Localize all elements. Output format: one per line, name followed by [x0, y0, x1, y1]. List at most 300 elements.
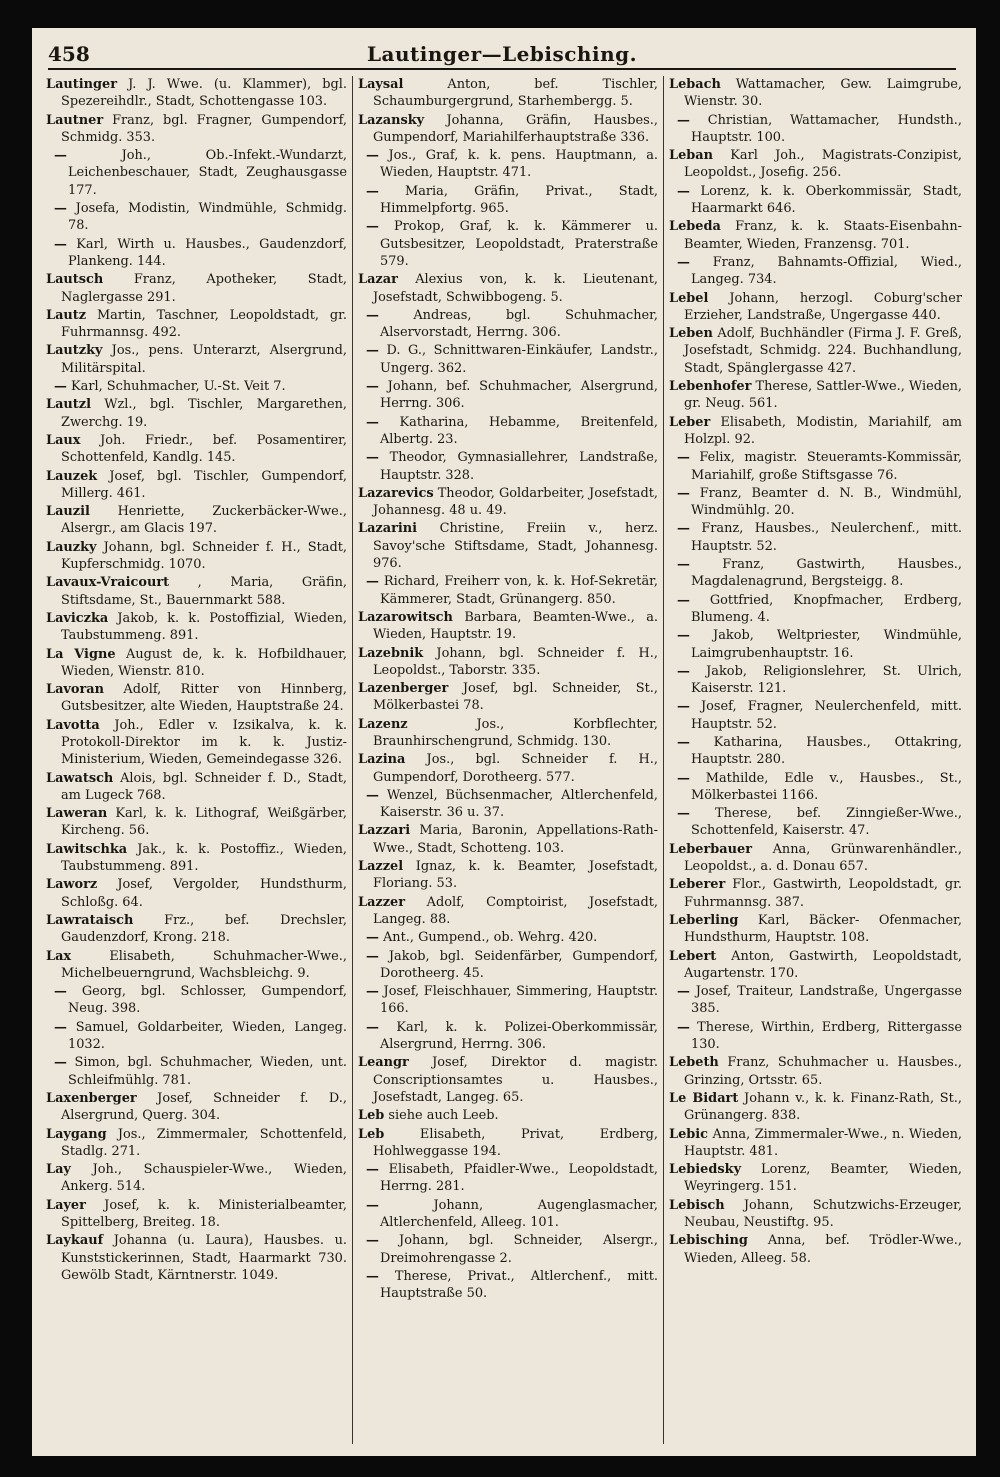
entry-details: Karl, k. k. Lithograf, Weißgärber, Kircheng. 56. [61, 806, 347, 839]
entry-details: Therese, Wirthin, Erdberg, Rittergasse 130. [691, 1019, 962, 1053]
directory-entry [46, 805, 347, 840]
directory-entry [358, 183, 658, 218]
entry-surname: Lauzky [46, 539, 97, 555]
entry-details: Alois, bgl. Schneider f. D., Stadt, am Lugeck 768. [61, 770, 347, 803]
directory-entry [46, 912, 347, 947]
entry-surname: Lavoran [46, 682, 105, 698]
entry-surname: Lazebnik [358, 645, 424, 661]
entry-surname: — [54, 236, 67, 252]
entry-surname: — [54, 1019, 67, 1035]
directory-entry [46, 307, 347, 342]
entry-details: Gottfried, Knopfmacher, Erdberg, Blumeng. 4. [691, 592, 962, 625]
directory-entry [46, 378, 347, 395]
entry-details: Adolf, Comptoirist, Josefstadt, Langeg. 88. [373, 894, 658, 927]
entry-surname: Lautzl [46, 397, 91, 413]
directory-entry [358, 307, 658, 342]
entry-surname: — [366, 307, 379, 323]
directory-entry [669, 627, 962, 662]
entry-details: Christian, Wattamacher, Hundsth., Hauptstr. 100. [691, 112, 962, 145]
entry-surname: — [366, 379, 379, 395]
directory-entry [358, 378, 658, 413]
entry-details: Theodor, Goldarbeiter, Josefstadt, Johannesg. 48 u. 49. [373, 485, 658, 519]
entry-details: Franz, k. k. Staats-Eisenbahn-Beamter, Wieden, Franzensg. 701. [684, 219, 962, 252]
entry-details: Maria, Gräfin, Privat., Stadt, Himmelpfortg. 965. [380, 183, 658, 217]
directory-entry [358, 449, 658, 484]
directory-entry [358, 573, 658, 608]
directory-entry [46, 1090, 347, 1125]
entry-details: Therese, Sattler-Wwe., Wieden, gr. Neug. 561. [684, 379, 962, 412]
entry-surname: — [677, 734, 690, 750]
entry-surname: — [54, 379, 67, 395]
entry-surname: Lazenz [358, 716, 408, 732]
entry-surname: Lazarevics [358, 485, 434, 501]
page-header [48, 38, 956, 70]
entry-details: Johann, bgl. Schneider f. H., Leopoldst., Taborstr. 335. [373, 645, 658, 678]
entry-surname: — [677, 770, 690, 786]
entry-surname: — [366, 1233, 379, 1249]
directory-entry [669, 449, 962, 484]
entry-details: Adolf, Ritter von Hinnberg, Gutsbesitzer, alte Wieden, Hauptstraße 24. [61, 682, 347, 715]
entry-details: Katharina, Hausbes., Ottakring, Hauptstr. 280. [691, 734, 962, 768]
directory-entry [46, 876, 347, 911]
directory-entry [669, 592, 962, 627]
entry-surname: Lebisching [669, 1233, 748, 1249]
entry-surname: — [677, 183, 690, 199]
entry-details: Jakob, k. k. Postoffizial, Wieden, Taubstummeng. 891. [61, 610, 347, 644]
directory-entry [669, 414, 962, 449]
directory-entry [46, 468, 347, 503]
entry-surname: — [677, 663, 690, 679]
directory-entry [358, 1054, 658, 1106]
entry-surname: Lauzil [46, 504, 90, 520]
directory-entry [669, 520, 962, 555]
directory-entry [46, 1232, 347, 1284]
entry-details: Johann, Schutzwichs-Erzeuger, Neubau, Neustiftg. 95. [684, 1197, 962, 1230]
entry-surname: — [366, 414, 379, 430]
entry-surname: — [54, 148, 67, 164]
entry-surname: Lauzek [46, 468, 98, 484]
entry-details: Elisabeth, Privat, Erdberg, Hohlweggasse 194. [373, 1126, 658, 1159]
column-left [46, 76, 347, 1446]
directory-entry [46, 539, 347, 574]
entry-details: Joh. Friedr., bef. Posamentirer, Schottenfeld, Kandlg. 145. [61, 432, 347, 466]
directory-entry [669, 912, 962, 947]
entry-details: Johann, Augenglasmacher, Altlerchenfeld, Alleeg. 101. [380, 1197, 658, 1230]
directory-page [32, 28, 976, 1456]
directory-entry [669, 805, 962, 840]
entry-surname: Lebach [669, 77, 721, 92]
entry-details: Wattamacher, Gew. Laimgrube, Wienstr. 30. [684, 77, 962, 110]
entry-surname: Lebenhofer [669, 379, 752, 395]
entry-details: siehe auch Leeb. [388, 1108, 499, 1124]
directory-entry [46, 200, 347, 235]
directory-entry [669, 1161, 962, 1196]
directory-entry [358, 787, 658, 822]
entry-surname: Leban [669, 148, 714, 164]
entry-surname: Lawrataisch [46, 912, 134, 928]
directory-entry [46, 1197, 347, 1232]
entry-surname: Lay [46, 1162, 71, 1178]
entry-details: Karl, k. k. Polizei-Oberkommissär, Alsergrund, Herrng. 306. [380, 1019, 658, 1053]
directory-entry [669, 1054, 962, 1089]
entry-details: Franz, Gastwirth, Hausbes., Magdalenagrund, Bergsteigg. 8. [691, 557, 962, 590]
directory-entry [669, 841, 962, 876]
entry-surname: — [366, 948, 379, 964]
entry-surname: — [677, 806, 690, 822]
directory-entry [358, 520, 658, 572]
running-head: Lautinger—Lebisching. [366, 42, 638, 66]
entry-details: Joh., Ob.-Infekt.-Wundarzt, Leichenbeschauer, Stadt, Zeughausgasse 177. [68, 148, 347, 198]
entry-details: Johann v., k. k. Finanz-Rath, St., Grünangerg. 838. [684, 1090, 962, 1124]
entry-details: Flor., Gastwirth, Leopoldstadt, gr. Fuhrmannsg. 387. [684, 877, 962, 910]
column-middle [358, 76, 658, 1446]
entry-surname: — [677, 984, 690, 1000]
entry-surname: — [677, 628, 690, 644]
entry-surname: — [366, 148, 379, 164]
entry-surname: Lebisch [669, 1197, 725, 1213]
entry-surname: — [366, 219, 379, 235]
entry-details: Franz, Hausbes., Neulerchenf., mitt. Hauptstr. 52. [691, 521, 962, 554]
directory-entry [669, 663, 962, 698]
directory-entry [46, 948, 347, 983]
entry-details: Josefa, Modistin, Windmühle, Schmidg. 78. [68, 201, 347, 234]
entry-details: Josef, Direktor d. magistr. Conscriptionsamtes u. Hausbes., Josefstadt, Langeg. 65. [373, 1055, 658, 1105]
entry-surname: — [366, 984, 379, 1000]
entry-details: Franz, Apotheker, Stadt, Naglergasse 291. [61, 272, 347, 305]
entry-surname: Lazzel [358, 859, 404, 875]
entry-details: Franz, Schuhmacher u. Hausbes., Grinzing, Ortsstr. 65. [684, 1055, 962, 1088]
entry-details: Joh., Edler v. Izsikalva, k. k. Protokoll-Direktor im k. k. Justiz-Ministerium, Wieden, Gemeindegasse 326. [61, 717, 347, 768]
entry-surname: — [677, 254, 690, 270]
directory-entry [46, 112, 347, 147]
directory-entry [358, 271, 658, 306]
entry-details: Johann, bef. Schuhmacher, Alsergrund, Herrng. 306. [380, 379, 658, 412]
entry-surname: Laygang [46, 1126, 107, 1142]
directory-entry [358, 1107, 658, 1124]
entry-details: Ignaz, k. k. Beamter, Josefstadt, Floriang. 53. [373, 859, 658, 892]
entry-details: Jos., Graf, k. k. pens. Hauptmann, a. Wieden, Hauptstr. 471. [380, 148, 658, 181]
entry-surname: — [677, 112, 690, 128]
entry-surname: Lax [46, 948, 72, 964]
entry-surname: Lebeda [669, 219, 721, 235]
directory-entry [669, 1197, 962, 1232]
entry-surname: Lazzer [358, 894, 406, 910]
directory-entry [46, 432, 347, 467]
entry-details: Josef, bgl. Schneider, St., Mölkerbastei 78. [373, 681, 658, 714]
entry-details: Frz., bef. Drechsler, Gaudenzdorf, Krong. 218. [61, 912, 347, 946]
entry-surname: Laweran [46, 806, 108, 822]
entry-surname: — [54, 201, 67, 217]
directory-entry [358, 1126, 658, 1161]
directory-entry [46, 841, 347, 876]
entry-surname: — [54, 1055, 67, 1071]
entry-surname: Lebiedsky [669, 1162, 742, 1178]
entry-surname: Le Bidart [669, 1090, 739, 1106]
entry-details: Therese, bef. Zinngießer-Wwe., Schottenfeld, Kaiserstr. 47. [691, 806, 962, 839]
entry-surname: Lazarini [358, 521, 418, 537]
entry-details: Anna, Grünwarenhändler., Leopoldst., a. d. Donau 657. [684, 841, 962, 875]
entry-details: Georg, bgl. Schlosser, Gumpendorf, Neug. 398. [68, 984, 347, 1017]
directory-entry [358, 1161, 658, 1196]
directory-entry [358, 76, 658, 111]
directory-entry [669, 1019, 962, 1054]
entry-surname: Lazansky [358, 112, 425, 128]
entry-details: Elisabeth, Pfaidler-Wwe., Leopoldstadt, Herrng. 281. [380, 1162, 658, 1195]
directory-entry [669, 1090, 962, 1125]
entry-details: Samuel, Goldarbeiter, Wieden, Langeg. 1032. [68, 1019, 347, 1053]
entry-surname: Lautsch [46, 272, 104, 288]
entry-details: Karl Joh., Magistrats-Conzipist, Leopoldst., Josefig. 256. [684, 148, 962, 181]
directory-entry [358, 645, 658, 680]
entry-surname: Lautner [46, 112, 104, 128]
entry-details: Jos., pens. Unterarzt, Alsergrund, Militärspital. [61, 343, 347, 376]
directory-entry [669, 734, 962, 769]
entry-details: Joh., Schauspieler-Wwe., Wieden, Ankerg. 514. [61, 1162, 347, 1195]
entry-surname: — [366, 930, 379, 946]
entry-details: Barbara, Beamten-Wwe., a. Wieden, Hauptstr. 19. [373, 609, 658, 643]
entry-surname: Laviczka [46, 610, 109, 626]
entry-surname: — [366, 1268, 379, 1284]
directory-entry [358, 1019, 658, 1054]
directory-entry [358, 485, 658, 520]
entry-surname: Lavotta [46, 717, 100, 733]
entry-surname: Lavaux-Vraicourt [46, 575, 170, 591]
entry-details: Johann, bgl. Schneider f. H., Stadt, Kupferschmidg. 1070. [61, 539, 347, 573]
entry-surname: Lautinger [46, 77, 118, 92]
entry-details: D. G., Schnittwaren-Einkäufer, Landstr., Ungerg. 362. [380, 343, 658, 376]
directory-entry [669, 76, 962, 111]
entry-surname: — [366, 450, 379, 466]
entry-surname: — [366, 787, 379, 803]
directory-entry [46, 681, 347, 716]
column-right [669, 76, 962, 1446]
directory-entry [358, 1232, 658, 1267]
directory-entry [669, 183, 962, 218]
entry-surname: Leberling [669, 912, 739, 928]
directory-entry [669, 485, 962, 520]
entry-details: Jakob, Weltpriester, Windmühle, Laimgrubenhauptstr. 16. [691, 628, 962, 661]
entry-details: Jos., Zimmermaler, Schottenfeld, Stadlg. 271. [61, 1126, 347, 1159]
entry-surname: — [677, 1019, 690, 1035]
entry-details: Josef, Traiteur, Landstraße, Ungergasse 385. [691, 984, 962, 1017]
directory-entry [669, 218, 962, 253]
entry-surname: — [677, 521, 690, 537]
directory-entry [358, 929, 658, 946]
entry-surname: Leberer [669, 877, 726, 893]
entry-surname: Leben [669, 326, 713, 342]
entry-surname: Lebic [669, 1126, 709, 1142]
directory-entry [358, 609, 658, 644]
entry-surname: Lawitschka [46, 841, 128, 857]
entry-surname: Lautzky [46, 343, 103, 359]
entry-surname: — [54, 984, 67, 1000]
directory-entry [669, 254, 962, 289]
directory-entry [46, 646, 347, 681]
entry-surname: Leber [669, 414, 711, 430]
directory-entry [669, 556, 962, 591]
entry-surname: — [677, 485, 690, 501]
directory-entry [46, 717, 347, 769]
entry-surname: Leangr [358, 1055, 409, 1071]
directory-entry [358, 894, 658, 929]
entry-surname: Lazina [358, 752, 406, 768]
entry-surname: — [366, 1162, 379, 1178]
entry-surname: Lazarowitsch [358, 609, 453, 625]
entry-details: Josef, Fragner, Neulerchenfeld, mitt. Hauptstr. 52. [691, 699, 962, 732]
entry-surname: Leberbauer [669, 841, 753, 857]
entry-surname: Laysal [358, 77, 404, 92]
directory-entry [669, 325, 962, 377]
entry-surname: — [366, 1019, 379, 1035]
directory-entry [46, 770, 347, 805]
column-divider [352, 76, 353, 1444]
entry-details: Jakob, Religionslehrer, St. Ulrich, Kaiserstr. 121. [691, 663, 962, 697]
entry-details: Johanna (u. Laura), Hausbes. u. Kunststickerinnen, Stadt, Haarmarkt 730. Gewölb Stadt, Kärntnerstr. 1049. [61, 1233, 347, 1283]
entry-details: Christine, Freiin v., herz. Savoy'sche Stiftsdame, Stadt, Johannesg. 976. [373, 521, 658, 572]
entry-details: Josef, Fleischhauer, Simmering, Hauptstr. 166. [380, 984, 658, 1017]
directory-entry [669, 290, 962, 325]
directory-entry [46, 1161, 347, 1196]
directory-entry [358, 983, 658, 1018]
entry-surname: Laykauf [46, 1233, 104, 1249]
directory-entry [358, 716, 658, 751]
directory-entry [46, 147, 347, 199]
entry-details: Elisabeth, Modistin, Mariahilf, am Holzpl. 92. [684, 414, 962, 447]
entry-details: Prokop, Graf, k. k. Kämmerer u. Gutsbesitzer, Leopoldstadt, Praterstraße 579. [380, 219, 658, 269]
entry-details: Elisabeth, Schuhmacher-Wwe., Michelbeuerngrund, Wachsbleichg. 9. [61, 948, 347, 981]
entry-details: Mathilde, Edle v., Hausbes., St., Mölkerbastei 1166. [691, 770, 962, 803]
directory-entry [669, 698, 962, 733]
directory-entry [46, 1019, 347, 1054]
column-divider [663, 76, 664, 1444]
entry-details: J. J. Wwe. (u. Klammer), bgl. Spezereihdlr., Stadt, Schottengasse 103. [61, 77, 347, 110]
entry-details: Anna, bef. Trödler-Wwe., Wieden, Alleeg. 58. [684, 1233, 962, 1266]
directory-entry [358, 948, 658, 983]
entry-surname: — [366, 343, 379, 359]
entry-surname: Lawatsch [46, 770, 114, 786]
directory-entry [46, 1126, 347, 1161]
entry-details: Lorenz, k. k. Oberkommissär, Stadt, Haarmarkt 646. [691, 183, 962, 217]
entry-surname: Layer [46, 1197, 86, 1213]
entry-details: Karl, Wirth u. Hausbes., Gaudenzdorf, Plankeng. 144. [68, 236, 347, 269]
directory-entry [46, 1054, 347, 1089]
entry-details: Jak., k. k. Postoffiz., Wieden, Taubstummeng. 891. [61, 841, 347, 875]
directory-entry [358, 112, 658, 147]
entry-details: Jakob, bgl. Seidenfärber, Gumpendorf, Dorotheerg. 45. [380, 948, 658, 981]
directory-entry [358, 414, 658, 449]
directory-entry [669, 983, 962, 1018]
directory-entry [358, 147, 658, 182]
entry-surname: Lazzari [358, 823, 411, 839]
directory-entry [669, 948, 962, 983]
entry-details: Karl, Bäcker- Ofenmacher, Hundsthurm, Hauptstr. 108. [684, 912, 962, 946]
directory-entry [669, 1232, 962, 1267]
entry-surname: Lazar [358, 272, 398, 288]
entry-details: Richard, Freiherr von, k. k. Hof-Sekretär, Kämmerer, Stadt, Grünangerg. 850. [380, 574, 658, 607]
entry-details: Josef, k. k. Ministerialbeamter, Spittelberg, Breiteg. 18. [61, 1197, 347, 1230]
entry-details: Wenzel, Büchsenmacher, Altlerchenfeld, Kaiserstr. 36 u. 37. [380, 787, 658, 821]
directory-entry [358, 218, 658, 270]
entry-surname: Leb [358, 1108, 385, 1124]
directory-entry [358, 1268, 658, 1303]
entry-surname: — [677, 450, 690, 466]
entry-details: Josef, Schneider f. D., Alsergrund, Querg. 304. [61, 1090, 347, 1124]
directory-entry [46, 574, 347, 609]
entry-details: Johann, herzogl. Coburg'scher Erzieher, Landstraße, Ungergasse 440. [684, 290, 962, 323]
directory-entry [358, 858, 658, 893]
entry-details: Andreas, bgl. Schuhmacher, Alservorstadt, Herrng. 306. [380, 307, 658, 341]
entry-surname: Lautz [46, 307, 87, 323]
directory-entry [46, 236, 347, 271]
directory-entry [46, 503, 347, 538]
directory-entry [669, 378, 962, 413]
entry-surname: — [677, 699, 690, 715]
directory-entry [358, 342, 658, 377]
directory-entry [46, 342, 347, 377]
entry-details: Felix, magistr. Steueramts-Kommissär, Mariahilf, große Stiftsgasse 76. [691, 450, 962, 483]
entry-surname: Lebel [669, 290, 709, 306]
entry-details: Martin, Taschner, Leopoldstadt, gr. Fuhrmannsg. 492. [61, 307, 347, 341]
entry-surname: Lazenberger [358, 681, 449, 697]
entry-details: Wzl., bgl. Tischler, Margarethen, Zwerchg. 19. [61, 397, 347, 430]
directory-entry [669, 112, 962, 147]
entry-details: Jos., bgl. Schneider f. H., Gumpendorf, Dorotheerg. 577. [373, 752, 658, 785]
entry-details: Lorenz, Beamter, Wieden, Weyringerg. 151. [684, 1162, 962, 1195]
entry-surname: — [677, 557, 690, 573]
entry-surname: — [366, 1197, 379, 1213]
entry-details: Anna, Zimmermaler-Wwe., n. Wieden, Hauptstr. 481. [684, 1126, 962, 1159]
directory-entry [46, 271, 347, 306]
entry-surname: — [366, 574, 379, 590]
directory-entry [669, 770, 962, 805]
directory-entry [358, 1197, 658, 1232]
entry-surname: La Vigne [46, 646, 116, 662]
entry-details: , Maria, Gräfin, Stiftsdame, St., Bauernmarkt 588. [61, 575, 347, 608]
entry-surname: Lebeth [669, 1055, 719, 1071]
entry-details: Maria, Baronin, Appellations-Rath-Wwe., Stadt, Schotteng. 103. [373, 823, 658, 856]
entry-details: Franz, bgl. Fragner, Gumpendorf, Schmidg. 353. [61, 112, 347, 145]
entry-details: Ant., Gumpend., ob. Wehrg. 420. [383, 930, 598, 946]
entry-surname: — [366, 183, 379, 199]
entry-details: Franz, Bahnamts-Offizial, Wied., Langeg. 734. [691, 254, 962, 288]
entry-details: Henriette, Zuckerbäcker-Wwe., Alsergr., am Glacis 197. [61, 504, 347, 537]
entry-details: Theodor, Gymnasiallehrer, Landstraße, Hauptstr. 328. [380, 450, 658, 483]
directory-entry [669, 147, 962, 182]
directory-entry [669, 1126, 962, 1161]
entry-details: Adolf, Buchhändler (Firma J. F. Greß, Josefstadt, Schmidg. 224. Buchhandlung, Stadt, Spänglergasse 427. [684, 326, 962, 376]
entry-surname: Laxenberger [46, 1090, 137, 1106]
entry-details: Simon, bgl. Schuhmacher, Wieden, unt. Schleifmühlg. 781. [68, 1055, 347, 1088]
entry-details: Johanna, Gräfin, Hausbes., Gumpendorf, Mariahilferhauptstraße 336. [373, 112, 658, 145]
directory-entry [358, 822, 658, 857]
entry-details: Anton, Gastwirth, Leopoldstadt, Augartenstr. 170. [684, 948, 962, 981]
entry-details: Anton, bef. Tischler, Schaumburgergrund, Starhembergg. 5. [373, 77, 658, 110]
entry-surname: Laux [46, 432, 81, 448]
entry-details: Katharina, Hebamme, Breitenfeld, Albertg. 23. [380, 414, 658, 447]
page-number: 458 [48, 42, 90, 66]
entry-surname: Leb [358, 1126, 385, 1142]
entry-details: Josef, bgl. Tischler, Gumpendorf, Millerg. 461. [61, 468, 347, 501]
directory-entry [46, 396, 347, 431]
entry-surname: — [677, 592, 690, 608]
directory-entry [669, 876, 962, 911]
entry-details: Alexius von, k. k. Lieutenant, Josefstadt, Schwibbogeng. 5. [373, 272, 658, 305]
directory-entry [46, 983, 347, 1018]
entry-surname: Laworz [46, 877, 98, 893]
entry-details: Franz, Beamter d. N. B., Windmühl, Windmühlg. 20. [691, 485, 962, 519]
entry-details: Jos., Korbflechter, Braunhirschengrund, Schmidg. 130. [373, 716, 658, 749]
entry-details: Josef, Vergolder, Hundsthurm, Schloßg. 64. [61, 877, 347, 910]
